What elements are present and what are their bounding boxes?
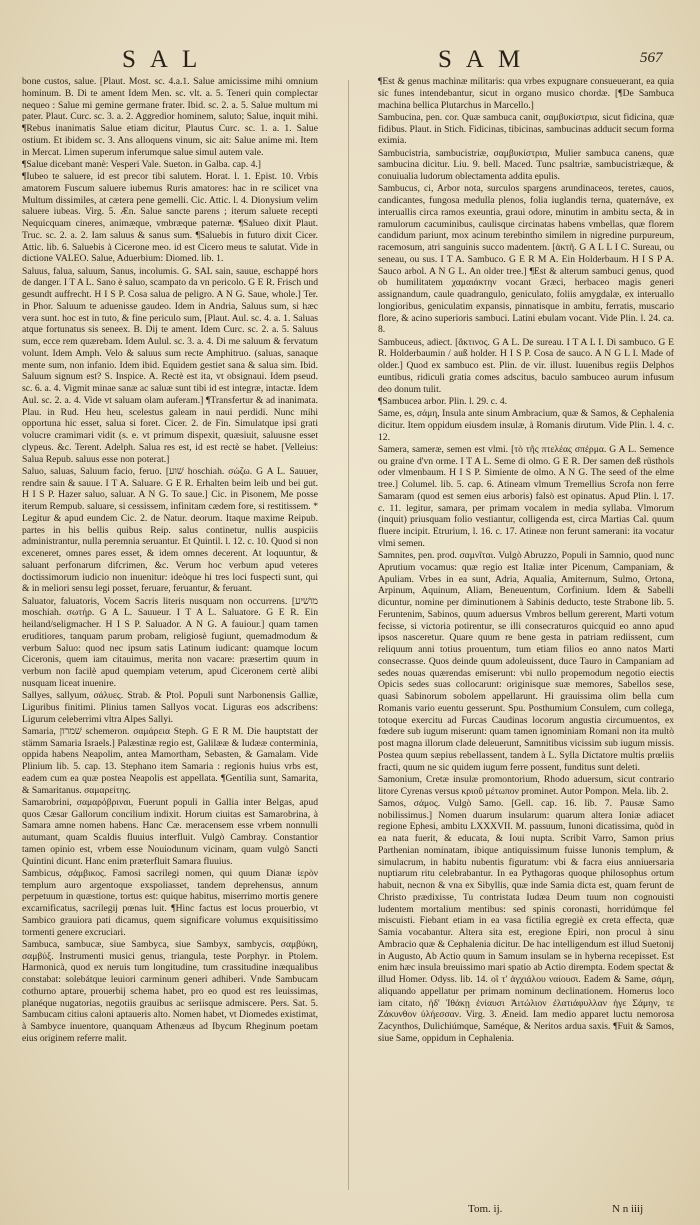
dictionary-entry: Saluator, faluatoris, Vocem Sacris literis nusquam non occurrens. [מושׁיע moschiah. σωτήρ. G A L. Sauueur. I T A L. Saluatore. G E R. Ein heiland/seligmacher. H I S P. Saluador. A N G. A fauiour.] quam tamen eruditiores, tanquam parum probam, religiosè fugiunt, quemadmodum & verbum Saluo: quod nec ipsum satis Latinum iudicant: quamque locum Ciceronis, quem iam citauimus, merita non vacare: præsertim quum in verbum non facilè apud quempiam veterum, apud Ciceronem certè alibi nusquam liceat inuenire. — [22, 595, 318, 689]
running-head-left: SAL — [122, 46, 212, 73]
dictionary-entry: Samarobrini, σαμαρόβριναι, Fuerunt populi in Gallia inter Belgas, apud quos Cæsar Gallorum concilium indixit. Horum ciuitas est Samarobrina, à Samara amne nomen habens. Hanc Cæ. meracensem esse vrbem nonnulli autumant, quam Scaldis fluuius interfluit. Vulgò Cambray. Constantior tamen opinio est, vrbem esse Nouiodunum vicinam, quam vulgò Sancti Quintini dicunt. Hanc enim præterfluit Samara fluuius. — [22, 796, 318, 867]
dictionary-entry: Saluus, falua, saluum, Sanus, incolumis. G. SAL sain, sauue, eschappé hors de danger. I T A L. Sano è saluo, scampato da vn pericolo. G E R. Frisch und gesundt auffrecht. H I S P. Cosa salua de peligro. A N G. Saue, whole.] Ter. in Phor. Saluum te aduenisse gaudeo. Idem in Andria, Saluus sum, si hæc vera sunt. hoc est in tuto, & fine periculo sum, [Plaut. Aul. sc. 4. a. 1. Saluas atque fortunatus sis seneex. B. Dij te ament. Idem Curc. sc. 2. a. 5. Saluus sum, ecce rem quærebam. Idem Aulul. sc. 3. a. 4. Di me saluum & fervatum volunt. Idem Amph. Velo & saluus sum recte Amphitruo. (saluas, sanaque mente sum, non infanio. Idem ibid. Equidem gestiet sana & salua sim. Ibid. Saluum signum est? S. Inspice. A. Rectè est ita, vt obsignaui. Idem pseud. sc. 6. a. 4. Vigmit minae sanæ ac saluæ sunt tibi id est integræ, intactæ. Idem Aul. sc. 2. a. 4. Vide vt saluam olam auferam.] ¶Transfertur & ad inanimata. Plau. in Rud. Heu heu, scelestus galeam in naui perdidi. Nunc mihi opportuna hic esset, salua si foret. Cicer. 2. de Fin. Simulatque ipsi grati volucre cramimari vidit (s. e. vt primum dispexit, quæsiuit, saluusne esset clypeus. &c. Terent. Adelph. Salua res est, id est rectè se habet. [Velleius: Salua Repub. saluus esse non poterat.] — [22, 265, 318, 465]
dictionary-entry: Saluo, saluas, Saluum facio, feruo. [שׁוע hoschiah. σώζω. G A L. Sauuer, rendre sain & sauue. I T A. Saluare. G E R. Erhalten beim leib und bei gut. H I S P. Hazer saluo, saluar. A N G. To saue.] Cic. in Pisonem, Me posse iterum Rempub. saluare, si cessissem, infinitam cædem fore, si restitissem. * Legitur & apud eundem Cic. 2. de Natur. deorum. Itaque maxime Reipub. partes in his bellis quibus Reip. salus continetur, nullis auspiciis administrantur, nulla peremnia seruantur. Et Quintil. l. 12. c. 10. Quod si non exceneret, omnes pares esset, & idem omnes decerent. At loquuntur, & saluant perfonarum difcrimen, &c. Verum hoc verbum apud veteres doctissimorum iudicio non inuenitur: ideòque hi tres loci fuspecti sunt, qui & in meliori sensu legi posset, feruare, feruantur, & feruant. — [22, 465, 318, 595]
dictionary-entry: Same, es, σάμη, Insula ante sinum Ambracium, quæ & Samos, & Cephalenia dicitur. Item oppidum eiusdem insulæ, à Romanis dirutum. Vide Plin. l. 4. c. 12. — [378, 408, 674, 443]
left-column — [22, 76, 318, 1201]
signature-mark: N n iiij — [612, 1203, 644, 1215]
dictionary-entry: ¶Iubeo te saluere, id est precor tibi salutem. Horat. l. 1. Epist. 10. Vrbis amatorem Fuscum saluere iubemus Ruris amatores: hac in re scilicet vna Multum dissimiles, at cætera pene gemelli. Cic. Attic. l. 4. Dionysium velim saluere iubeas. Virg. 5. Æn. Salue sancte parens ; iterum saluete recepti Nequicquam cineres, animæque, vmbræque paternæ. ¶Salueo dixit Plaut. Truc. sc. 2. a. 2. Iam saluus & sanus sum. ¶Saluebis in futuro dixit Cicer. Attic. lib. 6. Saluebis à Cicerone meo. id est Cicero meus te salutat. Vide in dictione VALEO. Salue, Aduerbium: Diomed. lib. 1. — [22, 171, 318, 265]
right-column — [378, 76, 674, 1201]
dictionary-entry: Sambucus, ci, Arbor nota, surculos spargens arundinaceos, teretes, cauos, candicantes, fungosa medulla plenos, folia iuglandis terna, quaternáve, ex interuallis circa ramos exeuntia, graui odore, minutim in ambitu secta, & in ramulorum cacuminibus, caulisque circinatas habens vmbellas, quæ florem candidum pariunt, mox acinum terebintho similem in nigredine purpureum, racemosum, atri sanguinis succo madentem. [ἀκτῆ. G A L L I C. Sureau, ou seneau, ou sus. I T A. Sambuco. G E R M A. Ein Holderbaum. H I S P A. Sauco arbol. A N G L. An older tree.] ¶Est & alterum sambuci genus, quod ob humilitatem χαμαιάκτην vocant Græci, herbaceo magis generi assignandum, caule quadrangulo, geniculato, foliis amygdalæ, ex interuallo longioribus, geniculatim expansis, pinnatisque in ambitu, ferratis, muscario flore, & acino superioris sambuci. Latini ebulam vocant. Vide Plin. l. 24. ca. 8. — [378, 183, 674, 336]
dictionary-entry: Sallyes, sallyum, σάλυες. Strab. & Ptol. Populi sunt Narbonensis Galliæ, Liguribus finitimi. Plinius tamen Sallyos vocat. Liguras eos adscribens: Ligurum celeberrimi vltra Alpes Sallyi. — [22, 690, 318, 725]
page-header — [0, 46, 700, 80]
dictionary-entry: Sambuca, sambucæ, siue Sambyca, siue Sambyx, sambycis, σαμβύκη, σαμβύξ. Instrumenti musici genus, triangula, teste Porphyr. in Ptolem. Harmonicà, quod ex neruis tum longitudine, tum crassitudine inæqualibus constabat: solebátque leuiori carminum generi adhiberi. Vnde Sambucam cothurno aptare, prouerbij schema habet, pro eo quod est res leuissimas, planéque nugatorias, negotiis grauibus ac seriisque admiscere. Pers. Sat. 5. Sambucam citius caloni aptaueris alto. Nomen habet, vt Diomedes existimat, à Sambyce inuentore, quanquam Athenæus ad Ibycum Rheginum poetam eius originem referre malit. — [22, 938, 318, 1044]
dictionary-entry: Sambucina, pen. cor. Quæ sambuca canit, σαμβυκίστρια, sicut fidicina, quæ fidibus. Plaut. in Stich. Fidicinas, tibicinas, sambucinas adducit secum forma eximia. — [378, 111, 674, 147]
dictionary-entry: bone custos, salue. [Plaut. Most. sc. 4.a.1. Salue amicissime mihi omnium hominum. B. Di te ament Idem Men. sc. vlt. a. 5. Teneri quin complectar nequeo : Salue mi gemine germane frater. Ibid. sc. 2. a. 5. Salue multum mi pater. Plaut. Curc. sc. 3. a. 2. Aggredior hominem, saluto; Salue, inquit mihi. ¶Rebus inanimatis Salue etiam dicitur, Plautus Curc. sc. 1. a. 1. Salue ostium. Et ibidem sc. 3. Ans alloquens vinum, sic ait: Salue anime mi. Item in Mercat. Limen superum inferumque salue simul autem vale. — [22, 76, 318, 158]
dictionary-entry: Samaria, שׁמרון schemeron. σαμάρεια Steph. G E R M. Die hauptstatt der stämm Samaria Israels.] Palæstinæ regio est, Galilææ & Iudææ conterminia, oppida habens Neapolim, antea Mamortham, Sebasten, & Gamalam. Vide Plinium lib. 5. cap. 13. Stephano item Samaria : regionis huius vrbs est, eadem cum ea quæ postea Neapolis est appellata. ¶Gentilia sunt, Samarita, & Samaritanus. σαμαρείτης. — [22, 725, 318, 796]
dictionary-entry: Sambucistria, sambucistriæ, σαμβυκίστρια, Mulier sambuca canens, quæ sambucina dicitur. Liu. 9. bell. Maced. Tunc psaltriæ, sambucistriæque, & conuiualia ludorum oblectamenta addita epulis. — [378, 147, 674, 182]
dictionary-entry: ¶Salue dicebant manè: Vesperi Vale. Sueton. in Galba. cap. 4.] — [22, 158, 261, 170]
page-number: 567 — [640, 50, 663, 66]
running-head-right: SAM — [438, 46, 535, 73]
dictionary-entry: ¶Sambuceа arbor. Plin. l. 29. c. 4. — [378, 395, 508, 407]
dictionary-entry: Sambuceus, adiect. [ἄκτινος. G A L. De sureau. I T A L I. Di sambuco. G E R. Holderbaumin / auß holder. H I S P. Cosa de sauco. A N G L I. Made of older.] Quod ex sambuco est. Plin. de vir. illust. Iuuenibus regiis Delphos euntibus, ridiculi gratia comes adscitus, baculo sambuceo aurum infusum deo donum tulit. — [378, 336, 674, 395]
dictionary-entry: Samos, σάμος. Vulgò Samo. [Gell. cap. 16. lib. 7. Pausæ Samo nobilissimus.] Nomen duarum insularum: quarum altera Ioniæ adiacet regione Ephesi, ambitu LXXXVII. M. passuum, Iunoni dicatissima, quòd in ea nata fuerit, & educata, & Ioui nupta. Scribit Varro, Samon prius Parthenian nominatam, ibique antiquissimum fuisse Iunonis templum, & simulacrum, in habitu nubentis figuratum: vbi & facra eius anniuersaria nuptiarum ritu celebrabantur. In ea Pythagoras quoque philosophus ortum habuit, necnon & vna ex Sibyllis, quæ inde Samia dicta est, quam ferunt de Christo prædixisse, Tu contristata Iudæa Deum tuum non cognouisti ludentem mortalium mentibus: sed spinis coronasti, horridúmque fel miscuisti. Fiebant etiam in ea vasa fictilia egregiè ex creta effecta, quæ Samia vocabantur. Altera sita est, eregione Epiri, non procul à sinu Ambracio quæ & Cephalenia dicitur. De hac intelligendum est illud Suetonij in Augusto, Ab Actio quum in Samum insulam se in hybernа recepisset. Est enim hæc insula breuissimo mari spatio ab Actio diremptа. Eodem spectat & illud Homer. Odyss. lib. 14. οἳ τ' ἀγχιάλου ναίουσι. Eadem & Same, σάμη, aliquando appellatur per primam nominum declinationem. Homerus loco iam citato, ἠδ' Ἰθάκῃ ἐνίαυσι Ἀιτώλιον ἐλατιάφυλλαν ἠγε Σάμην, τε Ζάκυνθον ὑλήεσσαν. Virg. 3. Æneid. Iam medio apparet luctu nemorosa Zacynthos, Dulichiúmque, Saméque, & Neritos ardua saxis. ¶Fuit & Samos, siue Same, oppidum in Cephalenia. — [378, 797, 674, 1044]
dictionary-entry: Sambicus, σάμβικος. Famosi sacrilegi nomen, qui quum Dianæ ἱερὸν templum auro argentoque exspoliasset, tandem deprehensus, annum perpetuum in quæstione, tortus est: quique habitus, miserrimo mortis genere excarnificatus, sacrilegij pœnas luit. ¶Hinc factus est locus prouerbio, vt Sambico grauiora pati dicamus, quem significare volumus exquisitissimo tormenti genere excruciari. — [22, 867, 318, 938]
dictionary-entry: Samera, sameræ, semen est vlmi. [τὸ τῆς πτελέας σπέρμα. G A L. Semence ou graine d'vn orme. I T A L. Seme di olmo. G E R. Der samen deß rüsthols oder vlmenbaum. H I S P. Simiente de olmo. A N G. The seed of the elme tree.] Columel. lib. 5. cap. 6. Atineam vlmum Tremellius Scrofa non ferre Samaram (quod est semen eius arboris) falsò est opinatus. Apud Plin. l. 17. c. 11. legitur, samara, per primam vocalem in media syllaba. Vlmorum (inquit) priusquam folio vestiantur, colligenda est, circa Martias Cal. quum fluere incipit. Etrurium, l. 16. c. 17. Atineæ non ferunt samerani: ita vocatur vlmi semen. — [378, 443, 674, 549]
dictionary-entry: ¶Est & genus machinæ militaris: qua vrbes expugnare consueuerant, ea quia sic funes intendebantur, sicut in organo musico chordæ. [¶De Sambuca machina bellica Plutarchus in Marcello.] — [378, 76, 674, 111]
volume-mark: Tom. ij. — [468, 1203, 503, 1215]
dictionary-entry: Samonium, Cretæ insulæ promontorium, Rhodo aduersum, sicut contrario litore Cyrenas versus κριοῦ μέτωπον prominet. Autor Pompon. Mela. lib. 2. — [378, 773, 674, 797]
page-footer — [0, 1203, 700, 1219]
column-divider — [348, 80, 349, 1190]
dictionary-entry: Samnites, pen. prod. σαμνῖται. Vulgò Abruzzo, Populi in Samnio, quod nunc Aprutium vocamus: quæ regio est Italiæ inter Picenum, Campaniam, & Apuliam. Vrbes in ea sunt, Adria, Aqualia, Amiternum, Sulmo, Ortona, Arpinum, Aquinum, Aliam, Beneuentum, Corfinium. Idem & Sabelli dicuntur, nomine per diminutionem à Sabinis deducto, teste Strabone lib. 5. Feruntenim, Sabinos, quum aduersus Vmbros bellum gererent, Marti votum fecisse, si victoria potirentur, se illi consecraturos quicquid eo anno apud ipsos nasceretur. Quare quum re bene gesta in patriam rediissent, cum reliquum anni totius prouentum, tum etiam filios eo anno natos Marti consecrasse. Quos deinde quum adoleuissent, duce Tauro in Campaniam ad sedes nouas quærendas emiserunt: vbi nullo propemodum negotio eiectis Opicis sedes suas collocarunt: originisque suæ memores, Sabellos sese, quasi Sabinorum sobolem appellarunt. Hi grauissima olim bella cum Romanis vario euentu gesserunt. Spu. Posthumium Consulem, cum collega, totoque exercitu ad Furcas Caudinas locorum angustia circumuentos, ex fœdere sub iugum miserunt: quam tamen ignominiam Romani non ita multò post magna illorum clade deleuerunt, Samnitibus vicissim sub iugum missis. Postea quum sæpius rebellassent, tandem à L. Sylla Dictatore multis prœliis fracti, quum ne sic quidem iugum ferre possent, funditus sunt deleti. — [378, 550, 674, 773]
